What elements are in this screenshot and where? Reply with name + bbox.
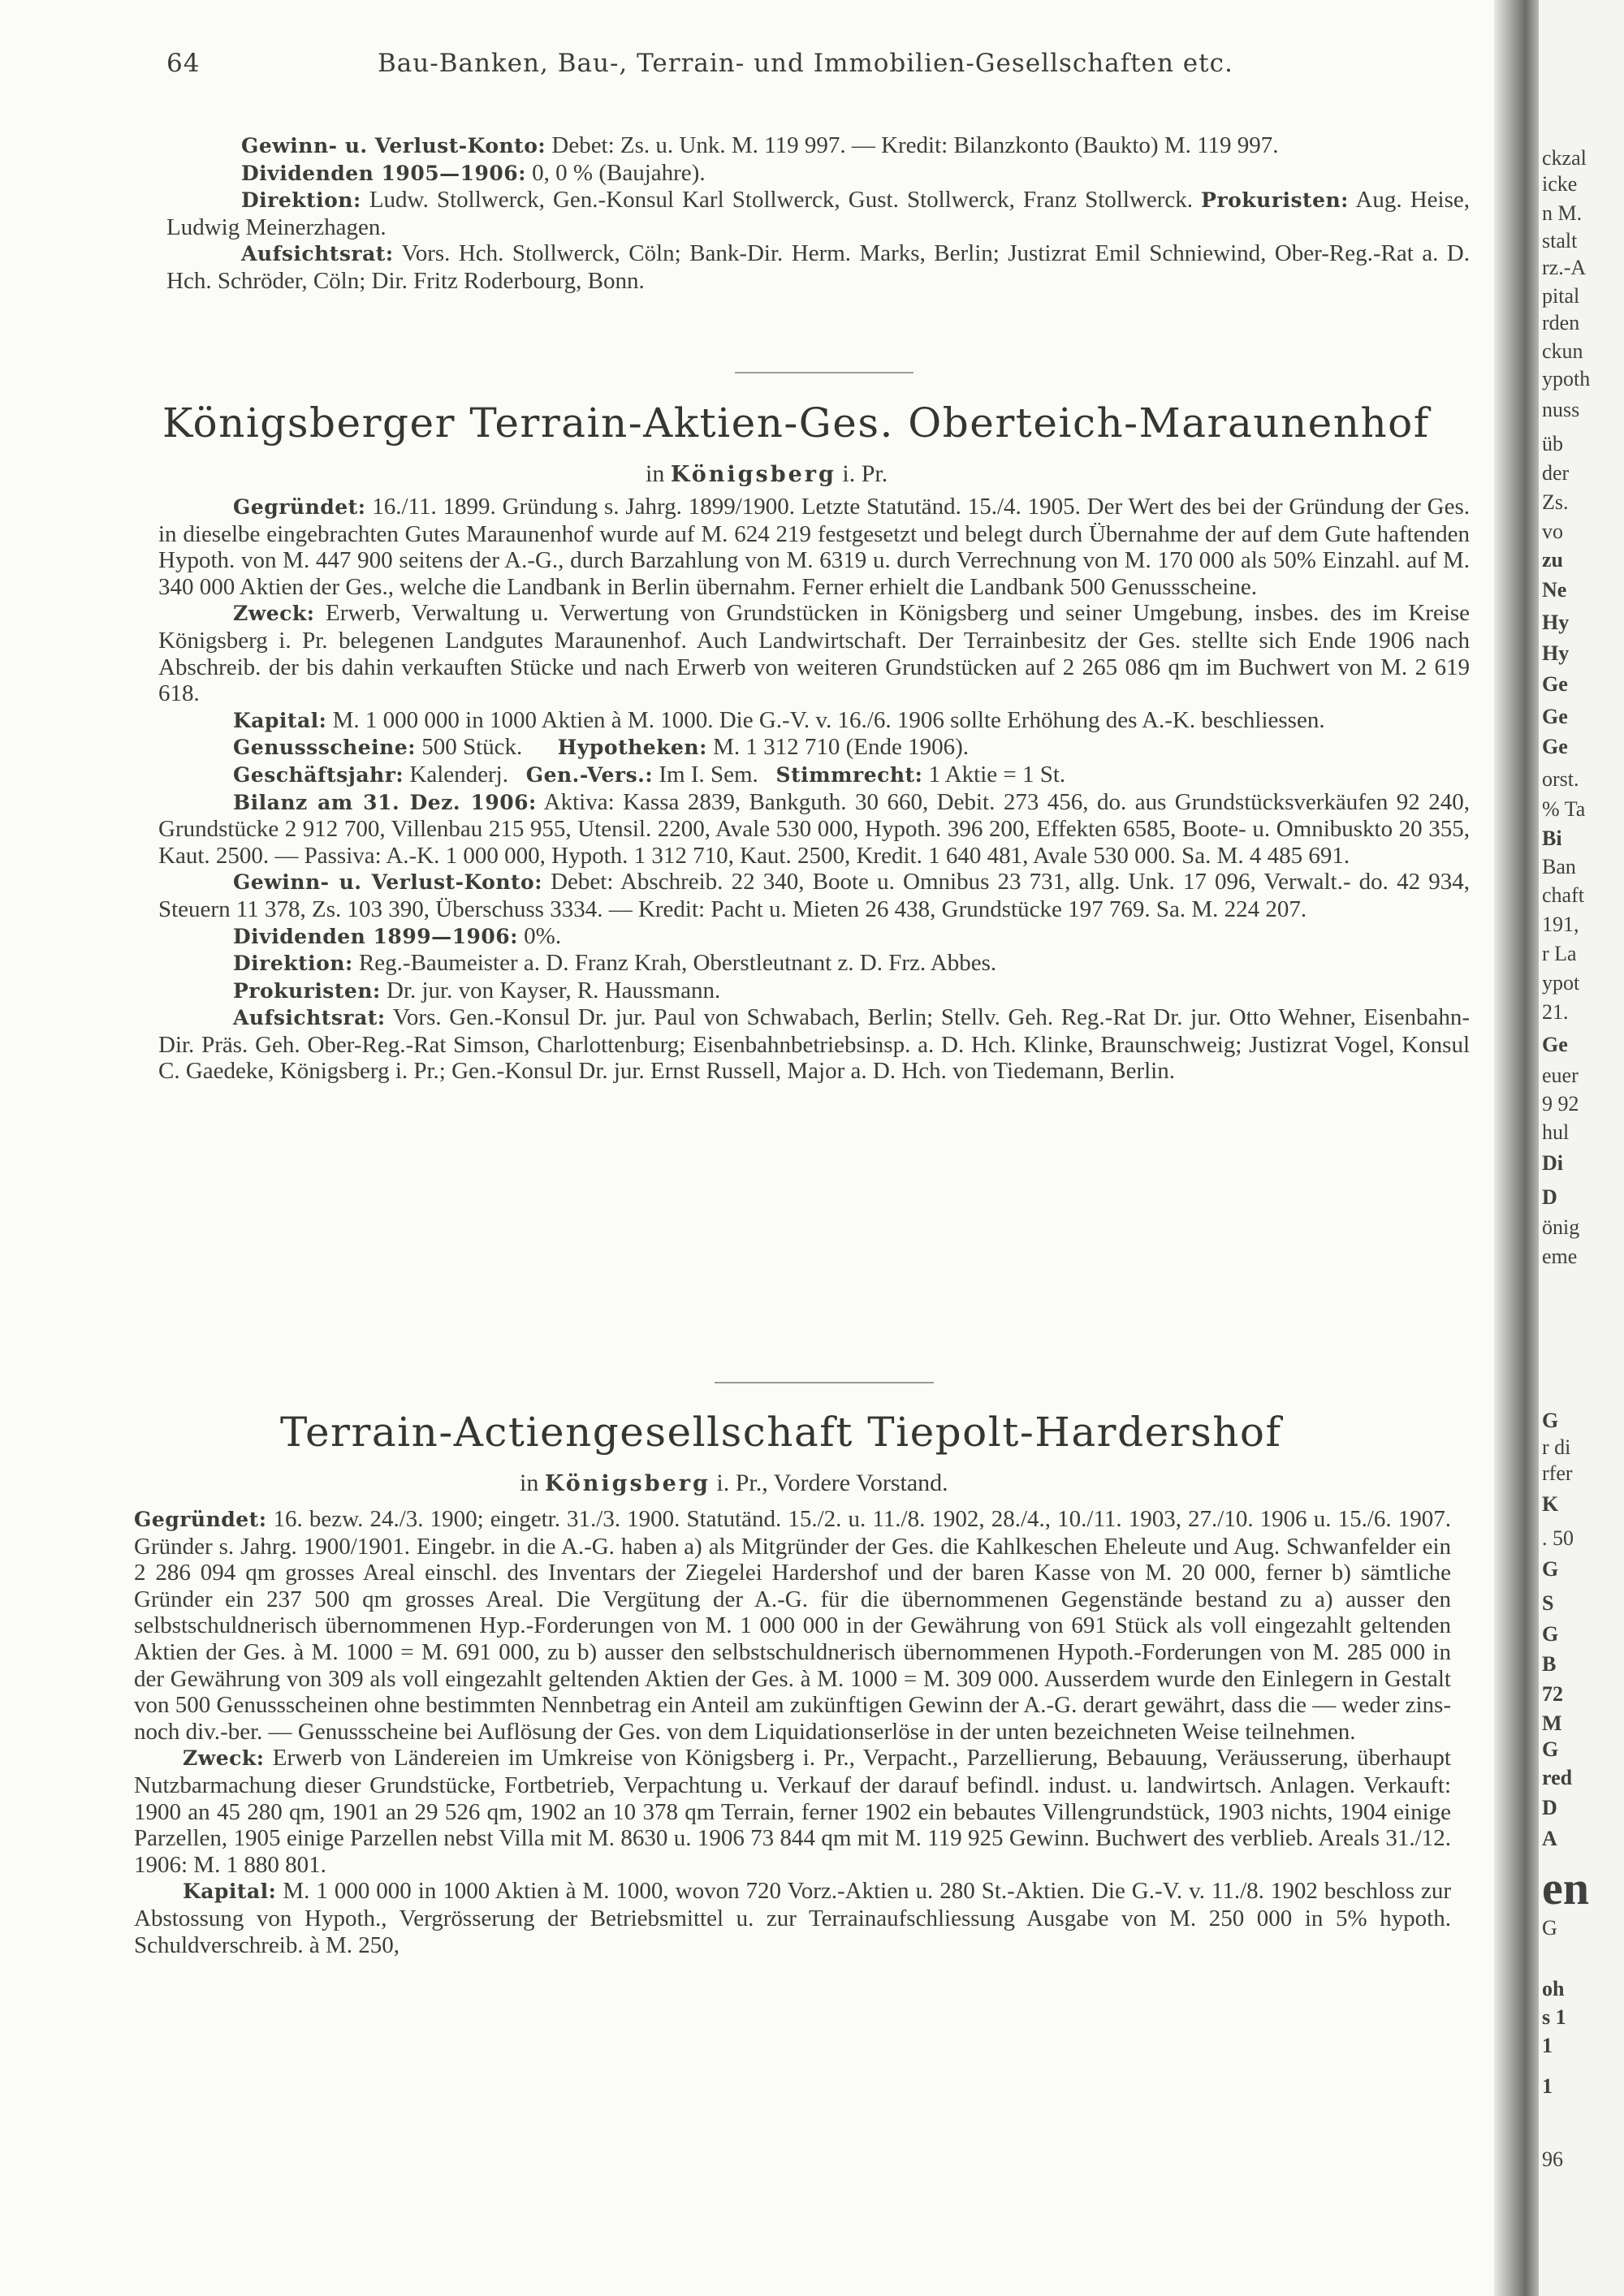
- adjacent-page-fragment: red: [1542, 1766, 1573, 1789]
- prokuristen-text: Dr. jur. von Kayser, R. Haussmann.: [380, 977, 721, 1003]
- gegruendet-label: Gegründet:: [233, 495, 366, 519]
- adjacent-page-fragment: G: [1542, 1916, 1557, 1940]
- zweck-label: Zweck:: [233, 602, 315, 626]
- adjacent-page-fragment: r La: [1542, 942, 1577, 965]
- adjacent-page-fragment: Ban: [1542, 855, 1576, 878]
- adjacent-page-fragment: Ge: [1542, 705, 1568, 728]
- adjacent-page-fragment: G: [1542, 1737, 1559, 1761]
- adjacent-page-fragment: ckzal: [1542, 146, 1587, 170]
- prokuristen-paragraph: [158, 978, 1470, 1005]
- adjacent-page-fragment: stalt: [1542, 229, 1578, 252]
- adjacent-page-fragment: önig: [1542, 1215, 1580, 1239]
- adjacent-page-fragment: Ge: [1542, 1033, 1568, 1056]
- dividenden-label: Dividenden 1899—1906:: [233, 924, 518, 948]
- zweck-text: Erwerb, Verwaltung u. Verwertung von Grundstücken in Königsberg und seiner Umgebung, insbes. des im Kreise Königsberg i. Pr. belegenen Landgutes Maraunenhof. Auch Landwirtschaft. Der Terrainbesitz der Ges. stellte sich Ende 1906 nach Abschreib. der bis dahin verkauften Stücke und nach Erwerb von weiteren Grundstücken auf 2 265 086 qm im Buchwert von M. 2 619 618.: [158, 600, 1470, 707]
- zweck-paragraph: [158, 600, 1470, 706]
- gen-vers-text: Im I. Sem.: [653, 761, 758, 788]
- adjacent-page-fragment: A: [1542, 1827, 1557, 1850]
- direktion-label: Direktion:: [233, 952, 353, 976]
- adjacent-page-fragment: vo: [1542, 520, 1563, 543]
- adjacent-page-fragment: M: [1542, 1711, 1562, 1735]
- separator-rule: [715, 1382, 934, 1383]
- gegruendet-paragraph: [158, 494, 1470, 600]
- prev-prok-label: Prokuristen:: [1201, 188, 1349, 213]
- adjacent-page-fragment: eme: [1542, 1245, 1578, 1268]
- adjacent-page-fragment: orst.: [1542, 767, 1579, 791]
- adjacent-page-fragment: der: [1542, 461, 1570, 485]
- prev-div-text: 0, 0 % (Baujahre).: [525, 159, 706, 186]
- adjacent-page-fragment: n M.: [1542, 201, 1583, 225]
- genussscheine-label: Genussscheine:: [233, 736, 416, 760]
- stimmrecht-text: 1 Aktie = 1 St.: [922, 761, 1066, 788]
- aufsichtsrat-label: Aufsichtsrat:: [233, 1006, 386, 1030]
- direktion-text: Reg.-Baumeister a. D. Franz Krah, Oberstleutnant z. D. Frz. Abbes.: [352, 950, 997, 977]
- adjacent-page-fragment: en: [1542, 1862, 1589, 1914]
- prev-gv-text: Debet: Zs. u. Unk. M. 119 997. — Kredit: Bilanzkonto (Baukto) M. 119 997.: [546, 132, 1279, 158]
- adjacent-page-fragment: oh: [1542, 1977, 1565, 2000]
- prokuristen-label: Prokuristen:: [233, 978, 381, 1003]
- adjacent-page-fragment: ypot: [1542, 971, 1580, 995]
- adjacent-page-fragment: Ne: [1542, 578, 1567, 602]
- adjacent-page-fragment: Bi: [1542, 826, 1562, 850]
- zweck-label: Zweck:: [183, 1746, 265, 1771]
- kapital-text: M. 1 000 000 in 1000 Aktien à M. 1000. Die G.-V. v. 16./6. 1906 sollte Erhöhung des A.-K. beschliessen.: [326, 706, 1325, 733]
- adjacent-page-fragment: B: [1542, 1652, 1557, 1676]
- adjacent-page-fragment: K: [1542, 1492, 1559, 1516]
- aufsichtsrat-paragraph: [158, 1004, 1470, 1085]
- location-city: Königsberg: [670, 462, 836, 487]
- prev-dir-paragraph: [166, 187, 1470, 240]
- entry-location-oberteich: [646, 460, 888, 488]
- adjacent-page-fragment: Hy: [1542, 611, 1570, 634]
- adjacent-page-fragment: Ge: [1542, 735, 1568, 758]
- gegruendet-paragraph: [134, 1506, 1451, 1745]
- kapital-text: M. 1 000 000 in 1000 Aktien à M. 1000, wovon 720 Vorz.-Aktien u. 280 St.-Aktien. Die G.-V. v. 11./8. 1902 beschloss zur Abstossung von Hypoth., Vergrösserung der Betriebsmittel u. zur Terrainaufschliessung Ausgabe von M. 250 000 in 5% hypoth. Schuldverschreib. à M. 250,: [134, 1878, 1451, 1958]
- prev-div-paragraph: [166, 160, 1470, 188]
- adjacent-page-fragment: rden: [1542, 311, 1580, 334]
- separator-rule: [735, 372, 914, 373]
- adjacent-page-fragment: 191,: [1542, 913, 1579, 936]
- aufsichtsrat-text: Vors. Gen.-Konsul Dr. jur. Paul von Schwabach, Berlin; Stellv. Geh. Reg.-Rat Dr. jur. Otto Wehner, Eisenbahn-Dir. Präs. Geh. Ober-Reg.-Rat Simson, Charlottenburg; Eisenbahnbetriebsinsp. a. D. Hch. Klinke, Braunschweig; Justizrat Vogel, Konsul C. Gaedeke, Königsberg i. Pr.; Gen.-Konsul Dr. jur. Ernst Russell, Major a. D. Hch. von Tiedemann, Berlin.: [158, 1004, 1470, 1085]
- prev-gv-label: Gewinn- u. Verlust-Konto:: [241, 134, 546, 158]
- adjacent-page-fragment: 1: [1542, 2034, 1553, 2057]
- adjacent-page-fragment: Di: [1542, 1151, 1563, 1175]
- adjacent-page-fragment: . 50: [1542, 1526, 1574, 1550]
- kapital-label: Kapital:: [233, 708, 327, 732]
- zweck-text: Erwerb von Ländereien im Umkreise von Königsberg i. Pr., Verpacht., Parzellierung, Bebauung, Veräusserung, überhaupt Nutzbarmachung dieser Grundstücke, Fortbetrieb, Verpachtung u. Verkauf der darauf befindl. indust. u. landwirtsch. Anlagen. Verkauft: 1900 an 45 280 qm, 1901 an 29 526 qm, 1902 an 10 378 qm Terrain, ferner 1902 ein bebautes Villengrundstück, 1903 nichts, 1904 einige Parzellen, 1905 einige Parzellen nebst Villa mit M. 8630 u. 1906 73 844 qm mit M. 119 925 Gewinn. Buchwert des verblieb. Areals 31./12. 1906: M. 1 880 801.: [134, 1745, 1451, 1878]
- location-region: i. Pr.: [842, 460, 888, 487]
- gegruendet-label: Gegründet:: [134, 1508, 267, 1531]
- adjacent-page-fragment: hul: [1542, 1120, 1570, 1144]
- entry-body-tiepolt: [134, 1506, 1451, 1958]
- adjacent-page-fragment: r di: [1542, 1435, 1571, 1459]
- prev-auf-paragraph: [166, 240, 1470, 294]
- adjacent-page-fragment: ypoth: [1542, 367, 1591, 391]
- adjacent-page-fragment: 21.: [1542, 1000, 1569, 1024]
- location-region: i. Pr., Vordere Vorstand.: [716, 1470, 948, 1496]
- adjacent-page-fragment: 72: [1542, 1682, 1563, 1706]
- entry-body-oberteich: [158, 494, 1470, 1085]
- prev-auf-text: Vors. Hch. Stollwerck, Cöln; Bank-Dir. Herm. Marks, Berlin; Justizrat Emil Schniewind, Ober-Reg.-Rat a. D. Hch. Schröder, Cöln; Dir. Fritz Roderbourg, Bonn.: [166, 240, 1470, 294]
- adjacent-page-fragment: euer: [1542, 1064, 1579, 1087]
- stimmrecht-label: Stimmrecht:: [775, 762, 923, 787]
- adjacent-page-fragment: nuss: [1542, 398, 1580, 421]
- adjacent-page-fragment: % Ta: [1542, 797, 1586, 821]
- bilanz-label: Bilanz am 31. Dez. 1906:: [233, 790, 537, 814]
- running-title: Bau-Banken, Bau-, Terrain- und Immobilien-Gesellschaften etc.: [378, 49, 1233, 78]
- adjacent-page-fragment: Hy: [1542, 641, 1570, 665]
- geschaeftsjahr-text: Kalenderj.: [404, 761, 508, 788]
- gvk-text: Debet: Abschreib. 22 340, Boote u. Omnibus 23 731, allg. Unk. 17 096, Verwalt.- do. 42 934, Steuern 11 378, Zs. 103 390, Überschuss 3334. — Kredit: Pacht u. Mieten 26 438, Grundstücke 197 769. Sa. M. 224 207.: [158, 869, 1470, 922]
- adjacent-page-fragment: S: [1542, 1591, 1554, 1615]
- hypotheken-text: M. 1 312 710 (Ende 1906).: [706, 734, 970, 761]
- genuss-hyp-paragraph: [158, 734, 1470, 762]
- adjacent-page-fragment: 1: [1542, 2074, 1553, 2098]
- prev-prok-text: Aug. Heise, Ludwig Meinerzhagen.: [166, 187, 1471, 240]
- hypotheken-label: Hypotheken:: [557, 736, 707, 760]
- location-city: Königsberg: [544, 1471, 710, 1496]
- prev-dir-label: Direktion:: [241, 188, 361, 213]
- prev-dir-text: Ludw. Stollwerck, Gen.-Konsul Karl Stollwerck, Gust. Stollwerck, Franz Stollwerck.: [361, 187, 1194, 214]
- gegruendet-text: 16. bezw. 24./3. 1900; eingetr. 31./3. 1900. Statutänd. 15./2. u. 11./8. 1902, 28./4., 10./11. 1903, 27./10. 1906 u. 15./6. 1907. Gründer s. Jahrg. 1900/1901. Eingebr. in die A.-G. haben a) als Mitgründer der Ges. die Kahlkeschen Eheleute und Aug. Schwanfelder ein 2 286 094 qm grosses Areal einschl. des Inventars der Ziegelei Hardershof und der baren Kasse von M. 20 000, ferner b) sämtliche Gründer ein 237 500 qm grosses Areal. Die Vergütung der A.-G. für die übernommenen Gegenstände bestand zu a) ausser den selbstschuldnerisch übernommenen Hyp.-Forderungen von M. 1 000 000 in der Gewährung von 691 Stück als voll eingezahlt geltenden Aktien der Ges. à M. 1000 = M. 691 000, zu b) ausser den selbstschuldnerisch übernommenen Hypoth.-Forderungen von M. 285 000 in der Gewährung von 309 als voll eingezahlt geltenden Aktien der Ges. à M. 1000 = M. 309 000. Ausserdem wurde den Einlegern in Gestalt von 500 Genussscheinen ohne bestimmten Nennbetrag ein Anteil am zukünftigen Gewinn der A.-G. derart gewährt, dass die — weder zins- noch div.-ber. — Genussscheine bei Auflösung der Ges. von dem Liquidationserlöse in der unten bezeichneten Weise teilnehmen.: [134, 1506, 1451, 1745]
- adjacent-page-fragment: D: [1542, 1185, 1557, 1209]
- adjacent-page-fragment: Ge: [1542, 672, 1568, 696]
- entry-title-oberteich: Königsberger Terrain-Aktien-Ges. Oberteich-Maraunenhof: [162, 399, 1430, 447]
- entry-location-tiepolt: [520, 1470, 948, 1497]
- gvk-paragraph: [158, 869, 1470, 922]
- dividenden-text: 0%.: [517, 922, 562, 949]
- adjacent-page-fragment: chaft: [1542, 883, 1584, 907]
- adjacent-page-fragment: s 1: [1542, 2005, 1566, 2029]
- bilanz-paragraph: [158, 789, 1470, 870]
- zweck-paragraph: [134, 1745, 1451, 1878]
- gj-paragraph: [158, 762, 1470, 789]
- genussscheine-text: 500 Stück.: [415, 734, 523, 761]
- dividenden-paragraph: [158, 923, 1470, 951]
- prev-gv-paragraph: [166, 132, 1470, 160]
- adjacent-page-fragment: üb: [1542, 432, 1563, 455]
- adjacent-page-fragment: G: [1542, 1622, 1559, 1646]
- bilanz-text: Aktiva: Kassa 2839, Bankguth. 30 660, Debit. 273 456, do. aus Grundstücksverkäufen 92 240, Grundstücke 2 912 700, Villenbau 215 955, Utensil. 2200, Avale 530 000, Hypoth. 396 200, Effekten 6585, Boote- u. Omnibuskto 20 355, Kaut. 2500. — Passiva: A.-K. 1 000 000, Hypoth. 1 312 710, Kaut. 2500, Kredit. 1 640 481, Avale 530 000. Sa. M. 4 485 691.: [158, 788, 1471, 869]
- kapital-paragraph: [134, 1878, 1451, 1958]
- location-in: in: [520, 1470, 539, 1496]
- adjacent-page-fragment: 96: [1542, 2147, 1563, 2171]
- adjacent-page-fragment: zu: [1542, 548, 1563, 572]
- kapital-paragraph: [158, 707, 1470, 735]
- gvk-label: Gewinn- u. Verlust-Konto:: [233, 870, 542, 895]
- adjacent-page-fragments: [1539, 0, 1624, 2296]
- page-number: 64: [166, 49, 201, 78]
- entry-title-tiepolt: Terrain-Actiengesellschaft Tiepolt-Hardershof: [280, 1409, 1282, 1456]
- adjacent-page-fragment: ckun: [1542, 339, 1583, 363]
- adjacent-page-fragment: icke: [1542, 172, 1578, 196]
- adjacent-page-fragment: pital: [1542, 284, 1580, 308]
- adjacent-page-fragment: Zs.: [1542, 490, 1569, 514]
- direktion-paragraph: [158, 950, 1470, 978]
- prev-div-label: Dividenden 1905—1906:: [241, 161, 526, 185]
- book-gutter: [1494, 0, 1539, 2296]
- adjacent-page-fragment: D: [1542, 1796, 1557, 1819]
- previous-entry: [166, 132, 1470, 295]
- gen-vers-label: Gen.-Vers.:: [525, 762, 654, 787]
- adjacent-page-fragment: rz.-A: [1542, 256, 1587, 279]
- adjacent-page-fragment: G: [1542, 1409, 1559, 1432]
- gegruendet-text: 16./11. 1899. Gründung s. Jahrg. 1899/1900. Letzte Statutänd. 15./4. 1905. Der Wert des bei der Gründung der Ges. in dieselbe eingebrachten Gutes Maraunenhof wurde auf M. 624 219 festgesetzt und belegt durch Übernahme der auf dem Gute haftenden Hypoth. von M. 447 900 seitens der A.-G., durch Barzahlung von M. 6319 u. durch Verrechnung von M. 170 000 als 50% Einzahl. auf M. 340 000 Aktien der Ges., welche die Landbank in Berlin übernahm. Ferner erhielt die Landbank 500 Genussscheine.: [158, 494, 1470, 600]
- adjacent-page-fragment: G: [1542, 1557, 1559, 1581]
- location-in: in: [646, 460, 665, 487]
- geschaeftsjahr-label: Geschäftsjahr:: [233, 762, 404, 787]
- kapital-label: Kapital:: [183, 1880, 277, 1904]
- prev-auf-label: Aufsichtsrat:: [241, 242, 394, 266]
- adjacent-page-fragment: 9 92: [1542, 1092, 1579, 1116]
- adjacent-page-fragment: rfer: [1542, 1461, 1573, 1485]
